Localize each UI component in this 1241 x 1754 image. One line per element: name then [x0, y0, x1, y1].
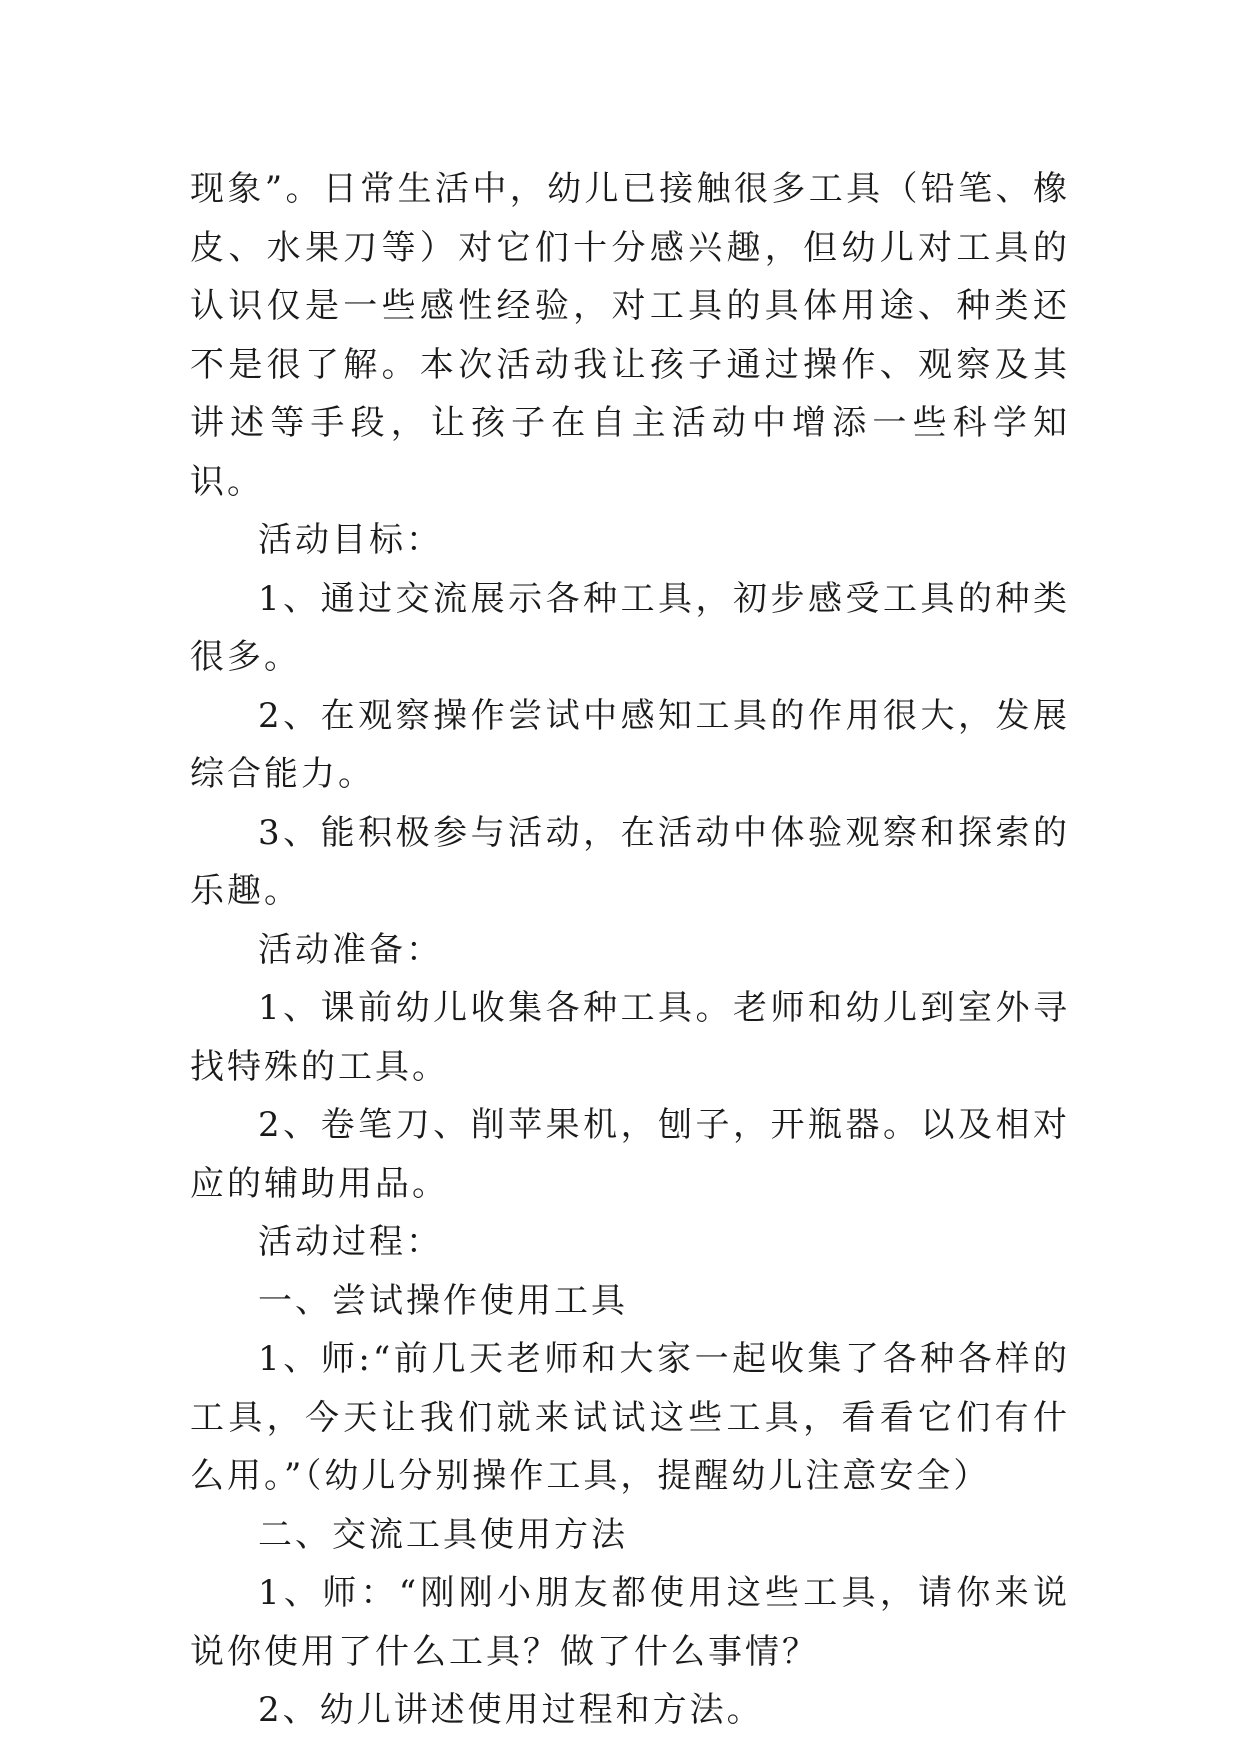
goal-item-1: 1、通过交流展示各种工具，初步感受工具的种类很多。: [190, 578, 1070, 677]
preparation-item-2: 2、卷笔刀、削苹果机，刨子，开瓶器。以及相对应的辅助用品。: [190, 1105, 1070, 1204]
heading-activity-preparation: 活动准备：: [258, 929, 443, 970]
document-body: [190, 160, 1070, 1740]
goal-item-3: 3、能积极参与活动，在活动中体验观察和探索的乐趣。: [190, 812, 1070, 911]
preparation-item-1: 1、课前幼儿收集各种工具。老师和幼儿到室外寻找特殊的工具。: [190, 988, 1070, 1087]
process-section-2-item-2: 2、幼儿讲述使用过程和方法。: [258, 1690, 764, 1730]
process-section-2-item-1: 1、师：“刚刚小朋友都使用这些工具，请你来说说你使用了什么工具？做了什么事情？: [190, 1573, 1070, 1672]
heading-activity-process: 活动过程：: [258, 1222, 443, 1262]
heading-activity-goals: 活动目标：: [258, 520, 443, 560]
paragraph-intro: 现象”。日常生活中，幼儿已接触很多工具（铅笔、橡皮、水果刀等）对它们十分感兴趣，但幼儿对工具的认识仅是一些感性经验，对工具的具体用途、种类还不是很了解。本次活动我让孩子通过操作、观察及其讲述等手段，让孩子在自主活动中增添一些科学知识。: [190, 169, 1070, 502]
process-section-1-title: 一、尝试操作使用工具: [258, 1280, 628, 1321]
process-section-2-title: 二、交流工具使用方法: [258, 1514, 628, 1555]
process-section-1-item-1: 1、师:“前几天老师和大家一起收集了各种各样的工具，今天让我们就来试试这些工具，看看它们有什么用。”（幼儿分别操作工具，提醒幼儿注意安全）: [190, 1339, 1070, 1496]
goal-item-2: 2、在观察操作尝试中感知工具的作用很大，发展综合能力。: [190, 695, 1070, 794]
